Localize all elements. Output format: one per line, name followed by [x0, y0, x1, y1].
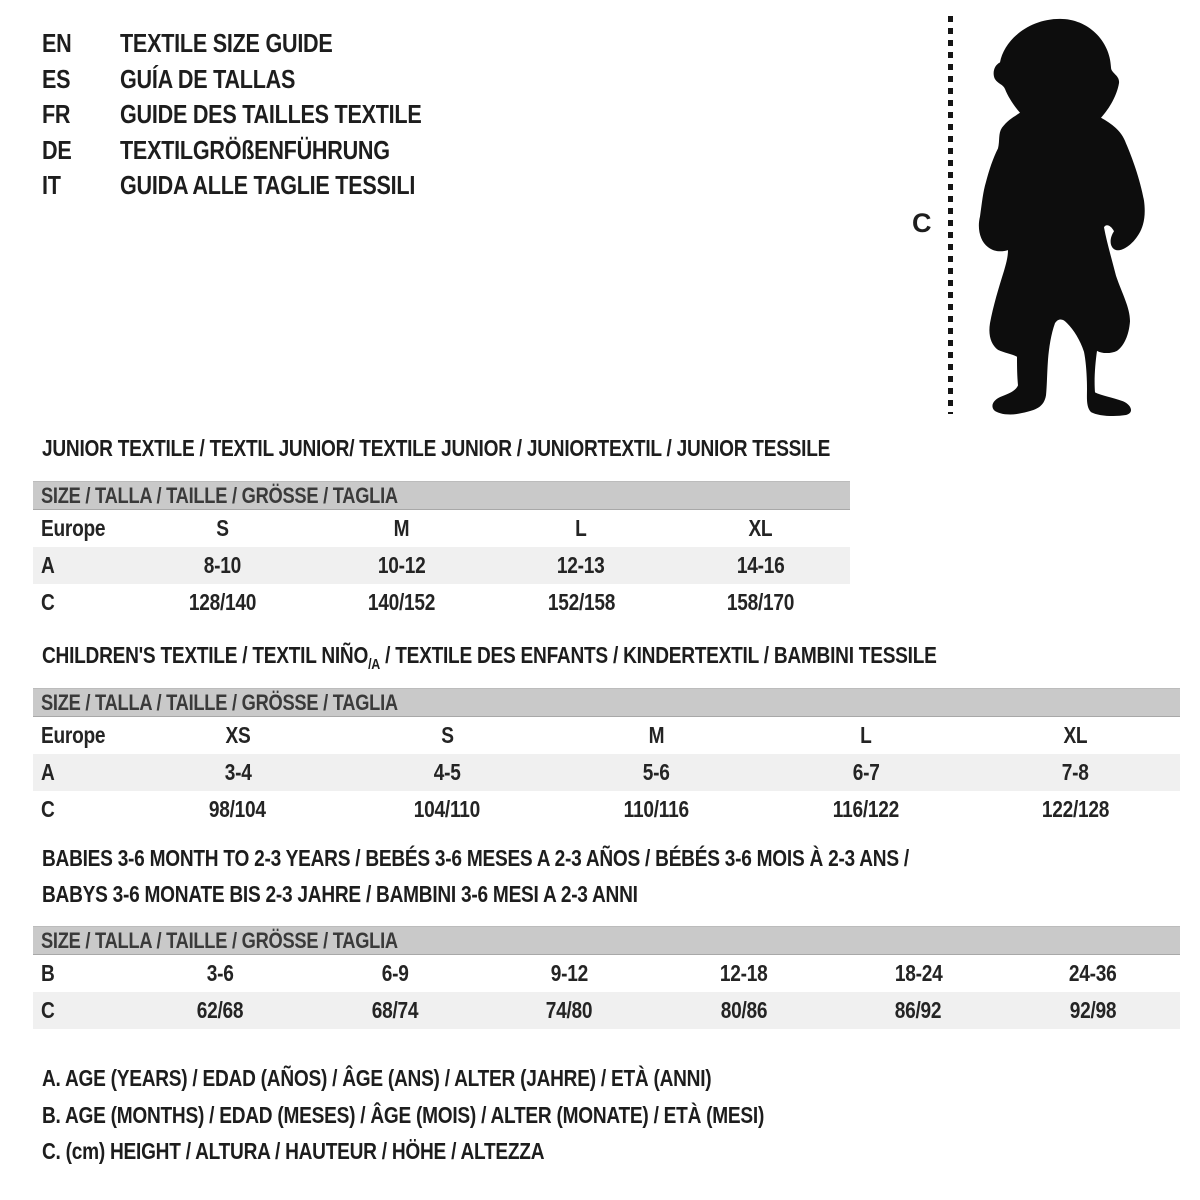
table-cell: 4-5 — [433, 759, 461, 785]
row-label: A — [41, 759, 55, 785]
table-cell: 24-36 — [1068, 960, 1117, 986]
table-cell: 62/68 — [196, 997, 244, 1023]
lang-code: IT — [42, 170, 61, 201]
table-cell: 6-7 — [852, 759, 880, 785]
row-label: C — [41, 796, 55, 822]
table-row — [33, 992, 1180, 1029]
table-cell: M — [394, 515, 410, 541]
legend-line-b: B. AGE (MONTHS) / EDAD (MESES) / ÂGE (MOIS) / ALTER (MONATE) / ETÀ (MESI) — [42, 1101, 765, 1128]
size-header-bar: SIZE / TALLA / TAILLE / GRÖSSE / TAGLIA — [33, 927, 1180, 955]
table-cell: 92/98 — [1069, 997, 1117, 1023]
size-header-row — [33, 927, 1180, 955]
size-header-bar: SIZE / TALLA / TAILLE / GRÖSSE / TAGLIA — [33, 689, 1180, 717]
children-size-table — [33, 688, 1180, 828]
height-measure-dotted-line — [948, 16, 953, 414]
row-label: C — [41, 997, 55, 1023]
table-cell: 122/128 — [1041, 796, 1109, 822]
table-row — [33, 584, 850, 621]
guide-title-it: GUIDA ALLE TAGLIE TESSILI — [120, 170, 416, 201]
lang-row-fr — [42, 97, 483, 133]
lang-code: FR — [42, 99, 71, 130]
row-label: C — [41, 589, 55, 615]
babies-size-table — [33, 926, 1180, 1029]
language-header — [42, 26, 483, 204]
lang-row-de — [42, 133, 483, 169]
guide-title-de: TEXTILGRÖßENFÜHRUNG — [120, 134, 390, 165]
table-cell: 14-16 — [736, 552, 785, 578]
lang-code: EN — [42, 28, 72, 59]
table-cell: 12-13 — [557, 552, 605, 578]
table-cell: 10-12 — [378, 552, 426, 578]
lang-code: DE — [42, 134, 72, 165]
table-cell: S — [216, 515, 229, 541]
babies-section-title: BABIES 3-6 MONTH TO 2-3 YEARS / BEBÉS 3-6 MESES A 2-3 AÑOS / BÉBÉS 3-6 MOIS À 2-3 ANS / BABYS 3-6 MONATE BIS 2-3 JAHRE / BAMBINI 3-6 MESI A 2-3 ANNI — [42, 845, 909, 907]
legend-line-c: C. (cm) HEIGHT / ALTURA / HAUTEUR / HÖHE / ALTEZZA — [42, 1138, 545, 1164]
table-row — [33, 510, 850, 548]
size-header-row — [33, 689, 1180, 717]
table-cell: 116/122 — [832, 796, 899, 822]
guide-title-en: TEXTILE SIZE GUIDE — [120, 28, 333, 59]
legend-line-a: A. AGE (YEARS) / EDAD (AÑOS) / ÂGE (ANS) / ALTER (JAHRE) / ETÀ (ANNI) — [42, 1065, 712, 1091]
table-cell: 9-12 — [550, 960, 588, 986]
table-cell: 158/170 — [726, 589, 795, 615]
children-section-title: CHILDREN'S TEXTILE / TEXTIL $NIÑO_{/A}$ / TEXTILE DES ENFANTS / KINDERTEXTIL / BAMBINI TESSILE — [42, 642, 937, 673]
table-cell: L — [860, 722, 872, 748]
lang-row-es — [42, 62, 483, 98]
size-header-bar: SIZE / TALLA / TAILLE / GRÖSSE / TAGLIA — [33, 482, 850, 510]
table-cell: XS — [225, 722, 251, 748]
table-cell: 18-24 — [894, 960, 943, 986]
table-cell: M — [648, 722, 665, 748]
lang-code: ES — [42, 63, 71, 94]
table-cell: 68/74 — [371, 997, 419, 1023]
table-row — [33, 547, 850, 584]
row-label: Europe — [41, 515, 106, 541]
table-cell: 98/104 — [209, 796, 267, 822]
table-cell: 5-6 — [643, 759, 670, 785]
table-cell: 7-8 — [1061, 759, 1089, 785]
table-cell: 6-9 — [381, 960, 409, 986]
row-label: A — [41, 552, 55, 578]
size-header-row — [33, 482, 850, 510]
toddler-silhouette-icon — [960, 13, 1160, 418]
junior-section-title: JUNIOR TEXTILE / TEXTIL JUNIOR/ TEXTILE JUNIOR / JUNIORTEXTIL / JUNIOR TESSILE — [42, 435, 831, 461]
guide-title-fr: GUIDE DES TAILLES TEXTILE — [120, 99, 422, 130]
table-cell: 74/80 — [545, 997, 593, 1023]
table-cell: 12-18 — [719, 960, 768, 986]
row-label: Europe — [41, 722, 106, 748]
table-cell: 110/116 — [623, 796, 690, 822]
table-cell: L — [575, 515, 587, 541]
table-cell: 3-6 — [206, 960, 234, 986]
table-row — [33, 955, 1180, 993]
table-cell: XL — [748, 515, 773, 541]
table-cell: 104/110 — [413, 796, 481, 822]
table-cell: XL — [1063, 722, 1088, 748]
junior-size-table — [33, 481, 850, 621]
table-cell: 80/86 — [720, 997, 768, 1023]
table-row — [33, 791, 1180, 828]
table-cell: 8-10 — [204, 552, 242, 578]
table-cell: 140/152 — [368, 589, 436, 615]
table-cell: S — [440, 722, 454, 748]
height-measure-label: C — [912, 208, 932, 238]
nino-a-subscript: /A — [368, 656, 381, 673]
lang-row-it — [42, 168, 483, 204]
table-row — [33, 717, 1180, 755]
measure-legend — [42, 1060, 912, 1170]
row-label: B — [41, 960, 55, 986]
lang-row-en — [42, 26, 483, 62]
guide-title-es: GUÍA DE TALLAS — [120, 63, 296, 94]
table-cell: 152/158 — [547, 589, 615, 615]
table-row — [33, 754, 1180, 791]
table-cell: 128/140 — [188, 589, 257, 615]
table-cell: 86/92 — [894, 997, 942, 1023]
table-cell: 3-4 — [224, 759, 252, 785]
